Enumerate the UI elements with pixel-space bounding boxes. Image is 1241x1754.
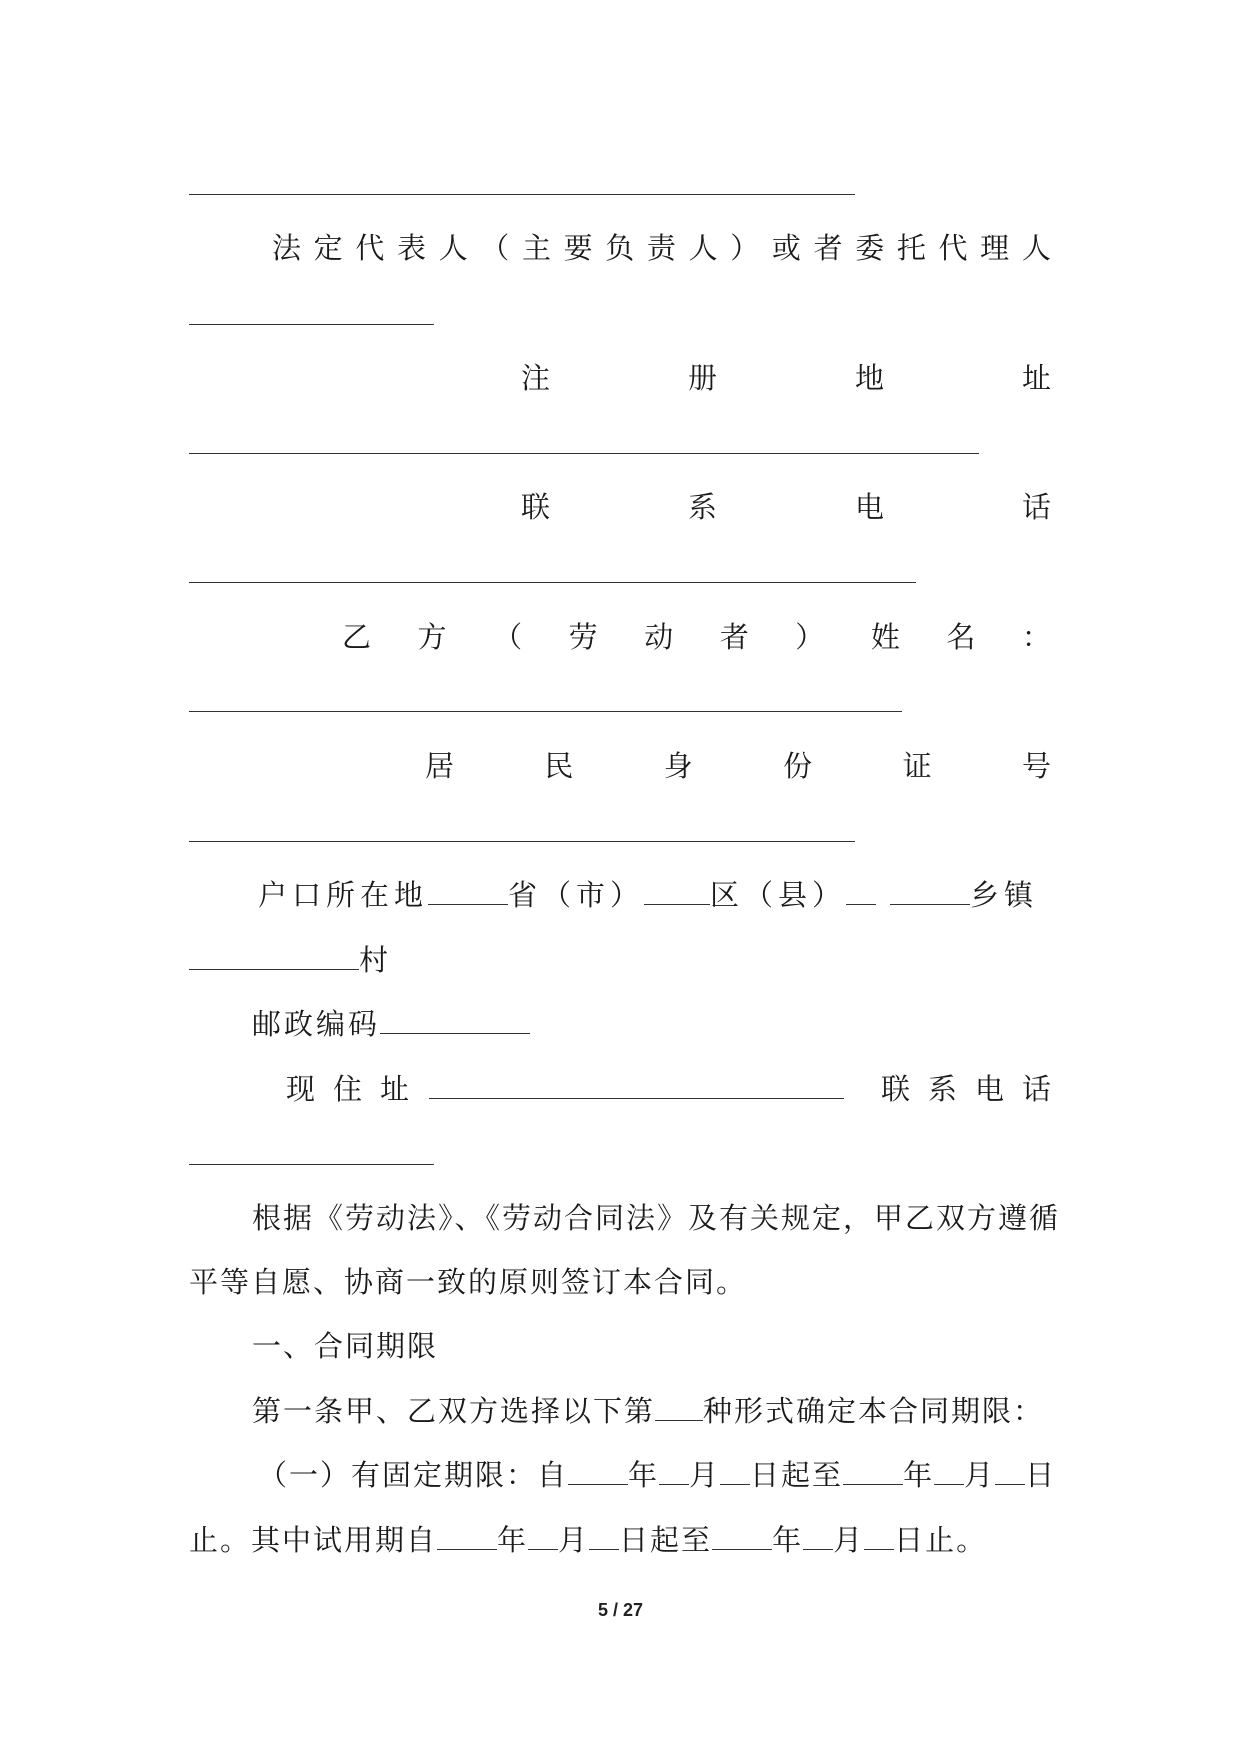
hukou-province: 省（市）: [508, 878, 645, 912]
reg-address-label: [521, 358, 1051, 398]
article-1-suffix: 种形式确定本合同期限：: [703, 1394, 1045, 1428]
rep-label-char: （: [480, 231, 510, 265]
intro-line-2: 平等自愿、协商一致的原则签订本合同。: [189, 1265, 748, 1299]
rep-label-char: 或: [771, 231, 801, 265]
fill-blank: [890, 876, 970, 905]
fill-blank: [864, 1521, 894, 1550]
fill-blank: [995, 1456, 1025, 1485]
contact-phone-label: [521, 487, 1051, 527]
worker-name-label-char: ）: [795, 620, 825, 654]
fill-blank: [429, 1070, 844, 1099]
rep-label-char: 负: [605, 231, 635, 265]
worker-name-label-char: 姓: [870, 620, 900, 654]
fill-line: [189, 711, 902, 712]
year-label: 年: [628, 1458, 660, 1492]
fill-blank: [659, 1456, 689, 1485]
fill-blank: [644, 876, 710, 905]
worker-name-label-char: 者: [719, 620, 749, 654]
fill-blank: [803, 1521, 833, 1550]
end-label: 日止。: [894, 1523, 988, 1557]
fill-line: [189, 324, 434, 325]
worker-name-label: [342, 617, 1051, 657]
rep-label-char: 表: [396, 231, 426, 265]
reg-address-label-char: 册: [687, 361, 717, 395]
hukou-district: 区（县）: [710, 878, 847, 912]
fill-blank: [568, 1456, 628, 1485]
year-label: 年: [903, 1458, 935, 1492]
id-number-label-char: 身: [663, 749, 693, 783]
hukou-line: [258, 875, 1038, 915]
fill-line: [189, 194, 855, 195]
fixed-term-part1: （一）有固定期限：自: [258, 1458, 569, 1492]
fixed-term-line-1: [258, 1455, 1056, 1495]
fill-blank: [437, 1521, 497, 1550]
year-label: 年: [497, 1523, 529, 1557]
rep-label-char: 人: [688, 231, 718, 265]
rep-label-char: 理: [980, 231, 1010, 265]
current-address-line: [286, 1069, 1069, 1109]
month-label: 月: [689, 1458, 721, 1492]
rep-label-char: 责: [646, 231, 676, 265]
rep-label-char: 者: [813, 231, 843, 265]
page-indicator: 5 / 27: [597, 1600, 644, 1620]
contact-phone-label-char: 联: [521, 490, 551, 524]
hukou-village: 村: [359, 943, 389, 977]
month-label: 月: [833, 1523, 865, 1557]
fill-blank: [380, 1005, 530, 1034]
current-address-label: 现住址: [286, 1072, 428, 1106]
month-label: 月: [558, 1523, 590, 1557]
worker-name-label-char: （: [493, 620, 523, 654]
fill-blank: [428, 876, 508, 905]
rep-label-char: 代: [938, 231, 968, 265]
contact-phone-label-char: 电: [854, 490, 884, 524]
fill-blank: [934, 1456, 964, 1485]
fixed-term-line2-start: 止。其中试用期自: [189, 1523, 438, 1557]
postal-code-label: 邮政编码: [252, 1007, 381, 1041]
worker-name-label-char: 乙: [342, 620, 372, 654]
intro-line-1: 根据《劳动法》、《劳动合同法》及有关规定，甲乙双方遵循: [252, 1201, 1061, 1235]
id-number-label-char: 证: [902, 749, 932, 783]
rep-label-char: 定: [313, 231, 343, 265]
rep-label-char: 主: [521, 231, 551, 265]
id-number-label-char: 民: [544, 749, 574, 783]
rep-label: [272, 228, 1051, 268]
fill-blank: [712, 1521, 772, 1550]
article-1-prefix: 第一条甲、乙双方选择以下第: [252, 1394, 656, 1428]
section-title: 一、合同期限: [252, 1329, 439, 1363]
fill-blank: [528, 1521, 558, 1550]
fill-blank: [843, 1456, 903, 1485]
fill-blank: [846, 876, 876, 905]
rep-label-char: 托: [896, 231, 926, 265]
id-number-label-char: 份: [783, 749, 813, 783]
worker-name-label-char: 方: [417, 620, 447, 654]
hukou-town: 乡镇: [970, 878, 1039, 912]
rep-label-char: 代: [355, 231, 385, 265]
rep-label-char: ）: [730, 231, 760, 265]
fill-line: [189, 841, 855, 842]
fill-line: [189, 453, 979, 454]
hukou-village-line: [189, 940, 388, 980]
year-label: 年: [772, 1523, 804, 1557]
article-1: [252, 1391, 1044, 1431]
id-number-label-char: 号: [1021, 749, 1051, 783]
contact-phone-label-char: 话: [1021, 490, 1051, 524]
day-from-label: 日起至: [750, 1458, 844, 1492]
worker-name-label-char: 劳: [568, 620, 598, 654]
fill-blank: [189, 941, 359, 970]
rep-label-char: 法: [272, 231, 302, 265]
fill-blank: [589, 1521, 619, 1550]
rep-label-char: 人: [438, 231, 468, 265]
reg-address-label-char: 址: [1021, 361, 1051, 395]
worker-name-label-char: 动: [644, 620, 674, 654]
day-from-label: 日起至: [619, 1523, 713, 1557]
fill-blank: [720, 1456, 750, 1485]
rep-label-char: 委: [855, 231, 885, 265]
rep-label-char: 要: [563, 231, 593, 265]
day-end-label: 日: [1025, 1458, 1057, 1492]
postal-code-line: [252, 1004, 530, 1044]
hukou-prefix: 户口所在地: [258, 878, 429, 912]
rep-label-char: 人: [1021, 231, 1051, 265]
worker-name-label-char: 名: [946, 620, 976, 654]
contact-phone-label-char: 系: [687, 490, 717, 524]
month-label: 月: [964, 1458, 996, 1492]
id-number-label: [425, 746, 1051, 786]
reg-address-label-char: 地: [854, 361, 884, 395]
current-phone-label: 联系电话: [880, 1072, 1069, 1106]
worker-name-label-char: ：: [1021, 620, 1051, 654]
fill-line: [189, 582, 916, 583]
fill-line: [189, 1164, 434, 1165]
reg-address-label-char: 注: [521, 361, 551, 395]
fixed-term-line-2: [189, 1520, 987, 1560]
fill-blank: [655, 1392, 703, 1421]
id-number-label-char: 居: [425, 749, 455, 783]
